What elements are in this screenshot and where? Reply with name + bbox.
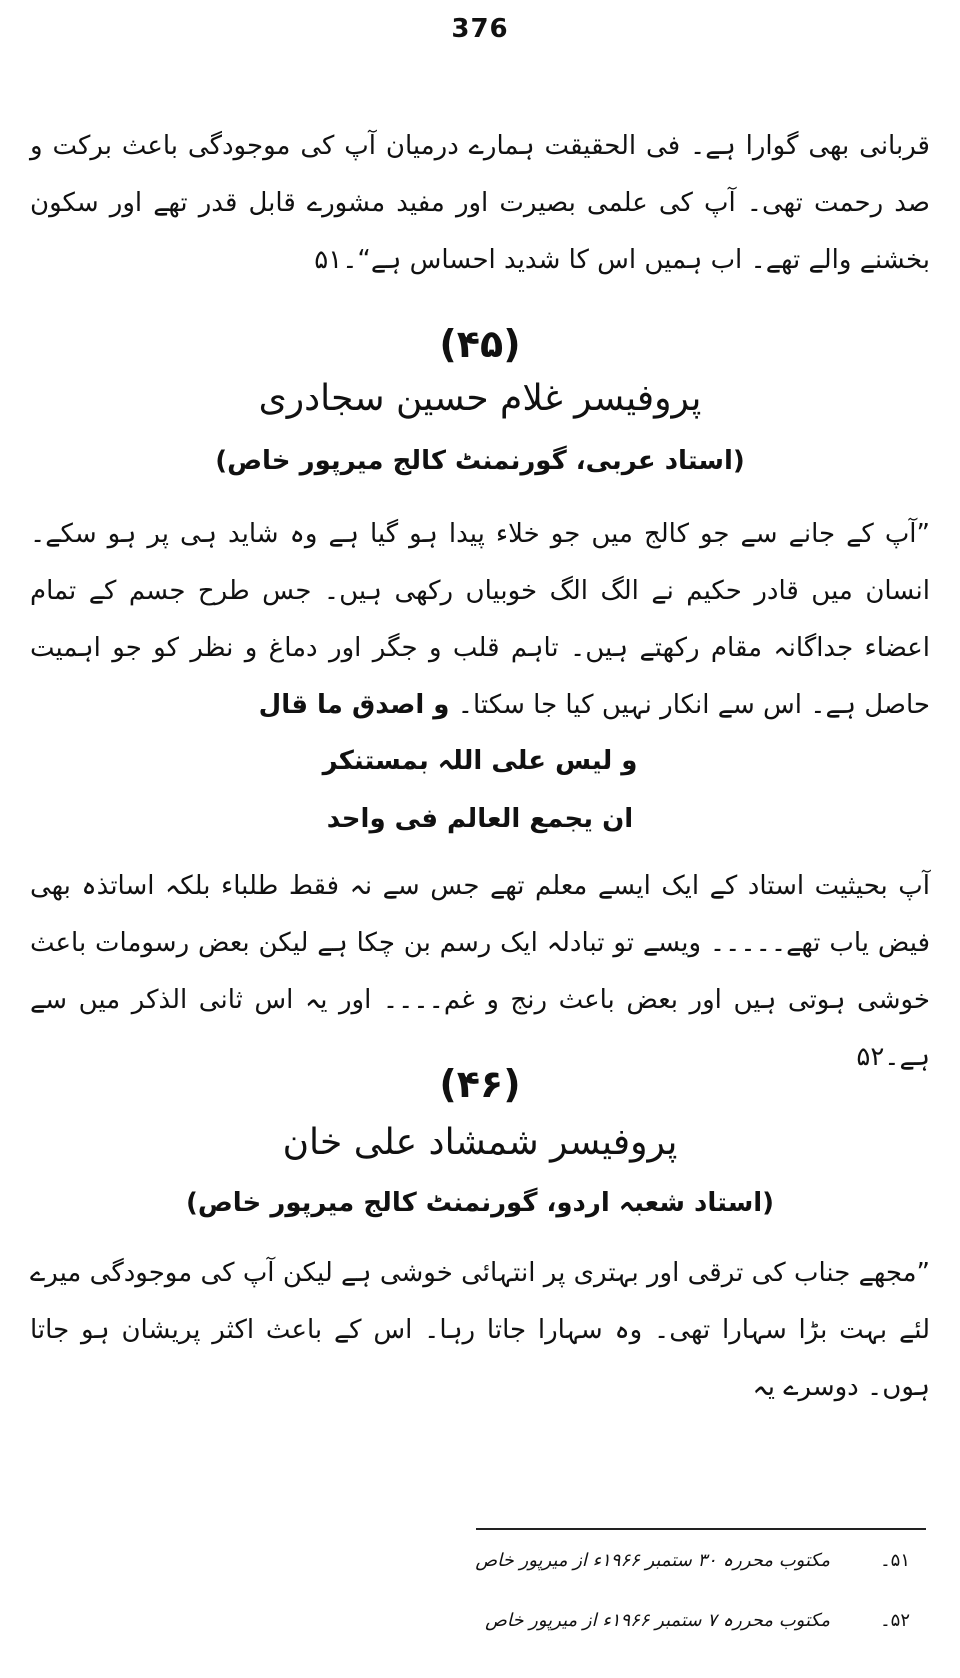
footnote-52 bbox=[350, 1610, 910, 1631]
section-45-paragraph-tail: و اصدق ما قال bbox=[258, 690, 450, 720]
footnote-divider bbox=[476, 1528, 926, 1530]
footnote-number: ۵۲۔ bbox=[880, 1610, 910, 1631]
page-number: 376 bbox=[451, 14, 509, 44]
footnote-number: ۵۱۔ bbox=[880, 1550, 910, 1571]
section-46-paragraph: ”مجھے جناب کی ترقی اور بہتری پر انتہائی خوشی ہے لیکن آپ کی موجودگی میرے لئے بہت بڑا سہارا تھی۔ وہ سہارا جاتا رہا۔ اس کے باعث اکثر پریشان ہو جاتا ہوں۔ دوسرے یہ bbox=[30, 1258, 930, 1402]
section-45-paragraph bbox=[30, 506, 930, 734]
verse-line-1: و لیس علی اللہ بمستنکر bbox=[322, 746, 638, 776]
section-46-designation: (استاد شعبہ اردو، گورنمنٹ کالج میرپور خاص) bbox=[185, 1188, 775, 1218]
footnote-text: مکتوب محررہ ۷ ستمبر ۱۹۶۶ء از میرپور خاص bbox=[485, 1610, 830, 1631]
section-45-name: پروفیسر غلام حسین سجادری bbox=[258, 378, 702, 419]
section-46-number: (۴۶) bbox=[439, 1062, 521, 1106]
section-46-name: پروفیسر شمشاد علی خان bbox=[282, 1122, 678, 1163]
section-45-paragraph-text: ”آپ کے جانے سے جو کالج میں جو خلاء پیدا ہو گیا ہے وہ شاید ہی پر ہو سکے۔ انسان میں قادر حکیم نے الگ الگ خوبیاں رکھی ہیں۔ جس طرح جسم کے تمام اعضاء جداگانہ مقام رکھتے ہیں۔ تاہم قلب و جگر اور دماغ و نظر کو جو اہمیت حاصل ہے۔ اس سے انکار نہیں کیا جا سکتا۔ bbox=[30, 519, 930, 720]
section-45-number: (۴۵) bbox=[439, 322, 521, 366]
footnote-51 bbox=[350, 1550, 910, 1571]
footnote-text: مکتوب محررہ ۳۰ ستمبر ۱۹۶۶ء از میرپور خاص bbox=[475, 1550, 830, 1571]
paragraph-continuation: قربانی بھی گوارا ہے۔ فی الحقیقت ہمارے درمیان آپ کی موجودگی باعث برکت و صد رحمت تھی۔ آپ کی علمی بصیرت اور مفید مشورے قابل قدر تھے اور سکون بخشنے والے تھے۔ اب ہمیں اس کا شدید احساس ہے“۔۵۱ bbox=[30, 131, 930, 275]
verse-line-2: ان یجمع العالم فی واحد bbox=[326, 804, 634, 834]
section-45-designation: (استاد عربی، گورنمنٹ کالج میرپور خاص) bbox=[215, 446, 745, 476]
section-45-paragraph-2: آپ بحیثیت استاد کے ایک ایسے معلم تھے جس سے نہ فقط طلباء بلکہ اساتذہ بھی فیض یاب تھے۔۔۔۔۔ ویسے تو تبادلہ ایک رسم بن چکا ہے لیکن بعض رسومات باعث خوشی ہوتی ہیں اور بعض باعث رنج و غم۔۔۔۔ اور یہ اس ثانی الذکر میں سے ہے۔۵۲ bbox=[30, 871, 930, 1072]
